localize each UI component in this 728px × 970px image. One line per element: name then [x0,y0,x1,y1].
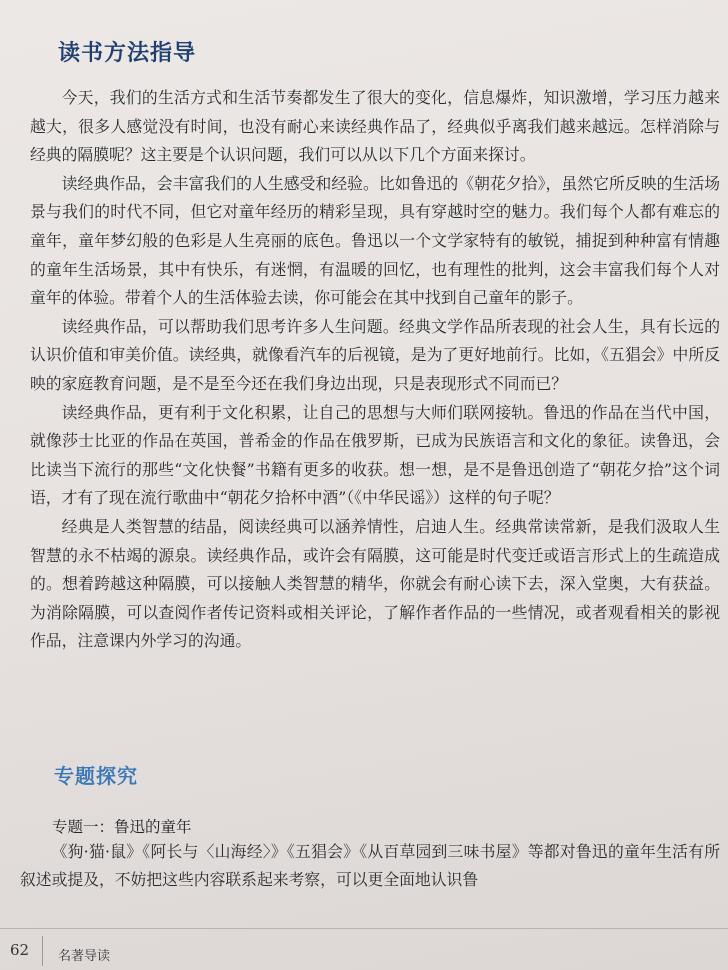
topic-one-body [20,838,720,894]
reading-guide-body [30,84,720,656]
topic-one-paragraph: 《狗·猫·鼠》《阿长与〈山海经〉》《五猖会》《从百草园到三味书屋》等都对鲁迅的童年生活有所叙述或提及，不妨把这些内容联系起来考察，可以更全面地认识鲁 [20,842,720,889]
paragraph-wisdom: 经典是人类智慧的结晶，阅读经典可以涵养情性，启迪人生。经典常读常新，是我们汲取人生智慧的永不枯竭的源泉。读经典作品，或许会有隔膜，这可能是时代变迁或语言形式上的生疏造成的。想着跨越这种隔膜，可以接触人类智慧的精华，你就会有耐心读下去，深入堂奥，大有获益。为消除隔膜，可以查阅作者传记资料或相关评论，了解作者作品的一些情况，或者观看相关的影视作品，注意课内外学习的沟通。 [30,516,720,651]
paragraph-intro: 今天，我们的生活方式和生活节奏都发生了很大的变化，信息爆炸，知识激增，学习压力越来越大，很多人感觉没有时间，也没有耐心来读经典作品了，经典似乎离我们越来越远。怎样消除与经典的隔膜呢？这主要是个认识问题，我们可以从以下几个方面来探讨。 [30,88,720,165]
paragraph-culture: 读经典作品，更有利于文化积累，让自己的思想与大师们联网接轨。鲁迅的作品在当代中国，就像莎士比亚的作品在英国，普希金的作品在俄罗斯，已成为民族语言和文化的象征。读鲁迅，会比读当下流行的那些“文化快餐”书籍有更多的收获。想一想，是不是鲁迅创造了“朝花夕拾”这个词语，才有了现在流行歌曲中“朝花夕拾杯中酒”（《中华民谣》）这样的句子呢？ [30,402,720,508]
footer-divider-line [0,928,728,929]
topic-one-title: 专题一：鲁迅的童年 [52,818,192,836]
footer-separator [42,936,43,966]
page-number: 62 [10,941,30,959]
paragraph-life-questions: 读经典作品，可以帮助我们思考许多人生问题。经典文学作品所表现的社会人生，具有长远的认识价值和审美价值。读经典，就像看汽车的后视镜，是为了更好地前行。比如，《五猖会》中所反映的家庭教育问题，是不是至今还在我们身边出现，只是表现形式不同而已？ [30,316,720,393]
paragraph-experience: 读经典作品，会丰富我们的人生感受和经验。比如鲁迅的《朝花夕拾》，虽然它所反映的生活场景与我们的时代不同，但它对童年经历的精彩呈现，具有穿越时空的魅力。我们每个人都有难忘的童年，童年梦幻般的色彩是人生亮丽的底色。鲁迅以一个文学家特有的敏锐，捕捉到种种富有情趣的童年生活场景，其中有快乐，有迷惘，有温暖的回忆，也有理性的批判，这会丰富我们每个人对童年的体验。带着个人的生活体验去读，你可能会在其中找到自己童年的影子。 [30,173,720,308]
topic-exploration-heading: 专题探究 [54,764,138,788]
reading-method-heading: 读书方法指导 [58,41,197,66]
book-title: 名著导读 [58,949,111,964]
